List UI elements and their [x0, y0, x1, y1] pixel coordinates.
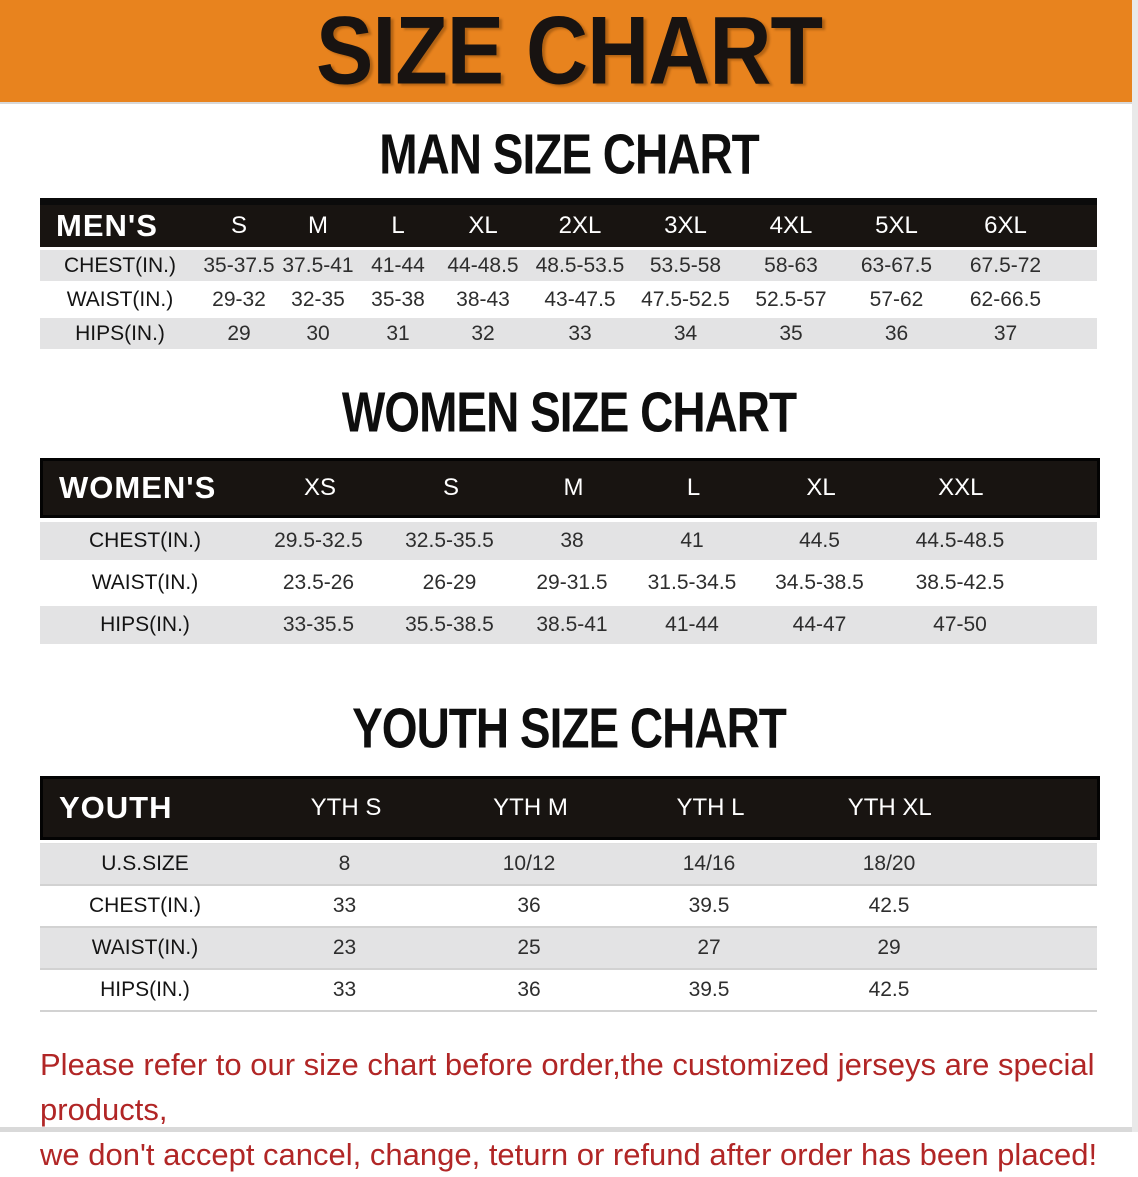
size-value: 41-44	[632, 606, 752, 644]
banner-title: SIZE CHART	[316, 0, 822, 105]
row-label: CHEST(IN.)	[40, 885, 250, 927]
women-table-body	[40, 518, 1097, 648]
size-value: 38.5-42.5	[887, 564, 1097, 602]
size-value: 8	[250, 844, 439, 886]
size-value: 26-29	[387, 564, 512, 602]
table-corner-label: WOMEN'S	[42, 460, 252, 517]
size-value: 44.5	[752, 522, 887, 560]
size-value: 27	[619, 927, 799, 969]
size-value: 36	[843, 318, 950, 349]
men-size-table	[40, 198, 1097, 352]
size-value: 31	[358, 318, 438, 349]
size-column-header: XL	[438, 202, 528, 248]
size-value: 33-35.5	[250, 606, 387, 644]
youth-table-body	[40, 843, 1097, 1012]
measure-row	[40, 284, 1097, 315]
men-table-header	[40, 198, 1097, 247]
measure-row	[40, 522, 1097, 560]
measure-row	[40, 885, 1097, 927]
size-value: 39.5	[619, 969, 799, 1011]
size-column-header: 2XL	[528, 202, 632, 248]
size-column-header: YTH S	[252, 778, 441, 839]
size-value: 29-32	[200, 284, 278, 315]
size-column-header: 4XL	[739, 202, 843, 248]
size-value: 32	[438, 318, 528, 349]
row-label: U.S.SIZE	[40, 844, 250, 886]
size-value: 39.5	[619, 885, 799, 927]
size-column-header: S	[389, 460, 514, 517]
measure-row	[40, 927, 1097, 969]
size-value: 37.5-41	[278, 250, 358, 281]
size-value: 58-63	[739, 250, 843, 281]
size-column-header: YTH L	[621, 778, 801, 839]
size-value: 34.5-38.5	[752, 564, 887, 602]
row-label: CHEST(IN.)	[40, 522, 250, 560]
women-size-table	[40, 458, 1097, 648]
size-column-header: XL	[754, 460, 889, 517]
size-value: 47-50	[887, 606, 1097, 644]
size-value: 53.5-58	[632, 250, 739, 281]
size-column-header: 5XL	[843, 202, 950, 248]
size-column-header: YTH XL	[801, 778, 1099, 839]
row-label: WAIST(IN.)	[40, 927, 250, 969]
size-column-header: YTH M	[441, 778, 621, 839]
measure-row	[40, 318, 1097, 349]
size-value: 38	[512, 522, 632, 560]
row-label: HIPS(IN.)	[40, 606, 250, 644]
size-value: 37	[950, 318, 1097, 349]
size-column-header: L	[358, 202, 438, 248]
size-value: 33	[250, 969, 439, 1011]
size-chart-banner	[0, 0, 1138, 104]
measure-row	[40, 969, 1097, 1011]
size-value: 29	[799, 927, 1097, 969]
size-value: 67.5-72	[950, 250, 1097, 281]
size-value: 41	[632, 522, 752, 560]
size-value: 33	[528, 318, 632, 349]
size-value: 30	[278, 318, 358, 349]
row-label: HIPS(IN.)	[40, 318, 200, 349]
men-chart-heading: MAN SIZE CHART	[379, 122, 759, 186]
size-value: 23.5-26	[250, 564, 387, 602]
youth-table-header	[40, 776, 1100, 840]
size-value: 35-37.5	[200, 250, 278, 281]
size-value: 41-44	[358, 250, 438, 281]
image-bottom-edge	[0, 1127, 1138, 1132]
size-value: 63-67.5	[843, 250, 950, 281]
table-corner-label: YOUTH	[42, 778, 252, 839]
size-value: 25	[439, 927, 619, 969]
size-value: 47.5-52.5	[632, 284, 739, 315]
table-corner-label: MEN'S	[40, 202, 200, 248]
size-value: 32-35	[278, 284, 358, 315]
size-value: 57-62	[843, 284, 950, 315]
youth-header-row	[42, 778, 1099, 839]
measure-row	[40, 250, 1097, 281]
youth-size-table	[40, 776, 1097, 1012]
size-column-header: L	[634, 460, 754, 517]
men-size-chart-section	[0, 122, 1138, 352]
row-label: HIPS(IN.)	[40, 969, 250, 1011]
row-label: CHEST(IN.)	[40, 250, 200, 281]
order-policy-note	[40, 1042, 1100, 1177]
measure-row	[40, 844, 1097, 886]
size-value: 38.5-41	[512, 606, 632, 644]
size-value: 35-38	[358, 284, 438, 315]
size-value: 42.5	[799, 885, 1097, 927]
women-size-chart-section	[0, 380, 1138, 648]
size-value: 33	[250, 885, 439, 927]
women-table-header	[40, 458, 1100, 518]
size-value: 32.5-35.5	[387, 522, 512, 560]
size-value: 52.5-57	[739, 284, 843, 315]
size-value: 44.5-48.5	[887, 522, 1097, 560]
row-label: WAIST(IN.)	[40, 284, 200, 315]
size-value: 43-47.5	[528, 284, 632, 315]
row-label: WAIST(IN.)	[40, 564, 250, 602]
order-policy-line-2: we don't accept cancel, change, teturn or refund after order has been placed!	[40, 1137, 1098, 1172]
size-value: 18/20	[799, 844, 1097, 886]
men-header-row	[40, 202, 1097, 248]
women-chart-heading: WOMEN SIZE CHART	[341, 380, 797, 444]
size-value: 44-47	[752, 606, 887, 644]
size-column-header: S	[200, 202, 278, 248]
order-policy-line-1: Please refer to our size chart before order,the customized jerseys are special products,	[40, 1047, 1095, 1127]
size-value: 36	[439, 885, 619, 927]
size-value: 35.5-38.5	[387, 606, 512, 644]
men-table-body	[40, 247, 1097, 352]
youth-chart-heading: YOUTH SIZE CHART	[352, 696, 786, 760]
size-column-header: XS	[252, 460, 389, 517]
size-value: 38-43	[438, 284, 528, 315]
size-value: 48.5-53.5	[528, 250, 632, 281]
measure-row	[40, 606, 1097, 644]
size-value: 14/16	[619, 844, 799, 886]
size-value: 36	[439, 969, 619, 1011]
size-value: 31.5-34.5	[632, 564, 752, 602]
size-column-header: XXL	[889, 460, 1099, 517]
measure-row	[40, 564, 1097, 602]
size-value: 29	[200, 318, 278, 349]
size-column-header: 6XL	[950, 202, 1097, 248]
size-value: 29.5-32.5	[250, 522, 387, 560]
size-value: 62-66.5	[950, 284, 1097, 315]
size-column-header: 3XL	[632, 202, 739, 248]
size-value: 44-48.5	[438, 250, 528, 281]
size-value: 42.5	[799, 969, 1097, 1011]
women-header-row	[42, 460, 1099, 517]
size-column-header: M	[278, 202, 358, 248]
size-value: 10/12	[439, 844, 619, 886]
size-value: 29-31.5	[512, 564, 632, 602]
youth-size-chart-section	[0, 696, 1138, 1012]
size-value: 34	[632, 318, 739, 349]
image-right-edge	[1132, 0, 1138, 1132]
size-value: 23	[250, 927, 439, 969]
size-value: 35	[739, 318, 843, 349]
size-column-header: M	[514, 460, 634, 517]
